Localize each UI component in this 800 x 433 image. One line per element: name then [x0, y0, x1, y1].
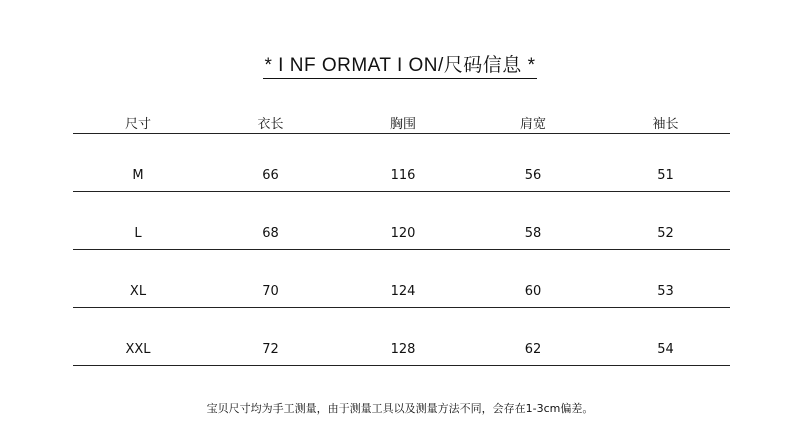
cell-sleeve: 51 — [657, 168, 674, 183]
cell-chest: 120 — [390, 226, 416, 241]
cell-chest: 128 — [390, 342, 416, 357]
cell-shoulder: 60 — [524, 284, 542, 299]
cell-sleeve: 53 — [657, 284, 674, 299]
cell-length: 70 — [262, 284, 279, 299]
cell-shoulder: 56 — [524, 168, 542, 183]
cell-size: XL — [129, 284, 147, 299]
cell-sleeve: 54 — [657, 342, 674, 357]
table-row — [73, 192, 730, 250]
table-row — [73, 308, 730, 366]
table-header-row — [73, 108, 730, 134]
cell-shoulder: 58 — [524, 226, 542, 241]
cell-size: L — [134, 226, 142, 241]
size-table — [73, 108, 730, 366]
cell-length: 72 — [262, 342, 279, 357]
cell-length: 66 — [262, 168, 279, 183]
cell-shoulder: 62 — [524, 342, 542, 357]
page-title-text: * I NF ORMAT I ON/尺码信息 * — [263, 50, 538, 79]
cell-sleeve: 52 — [657, 226, 674, 241]
table-row — [73, 250, 730, 308]
table-row — [73, 134, 730, 192]
measurement-note: 宝贝尺寸均为手工测量，由于测量工具以及测量方法不同，会存在1-3cm偏差。 — [206, 402, 594, 415]
cell-size: XXL — [125, 342, 151, 357]
cell-chest: 116 — [390, 168, 416, 183]
header-size: 尺寸 — [124, 117, 151, 132]
cell-length: 68 — [262, 226, 279, 241]
cell-chest: 124 — [390, 284, 416, 299]
cell-size: M — [132, 168, 144, 183]
header-chest: 胸围 — [389, 117, 416, 132]
header-length: 衣长 — [257, 117, 284, 132]
header-sleeve: 袖长 — [652, 117, 679, 132]
page-title — [0, 50, 800, 79]
header-shoulder: 肩宽 — [519, 117, 546, 132]
